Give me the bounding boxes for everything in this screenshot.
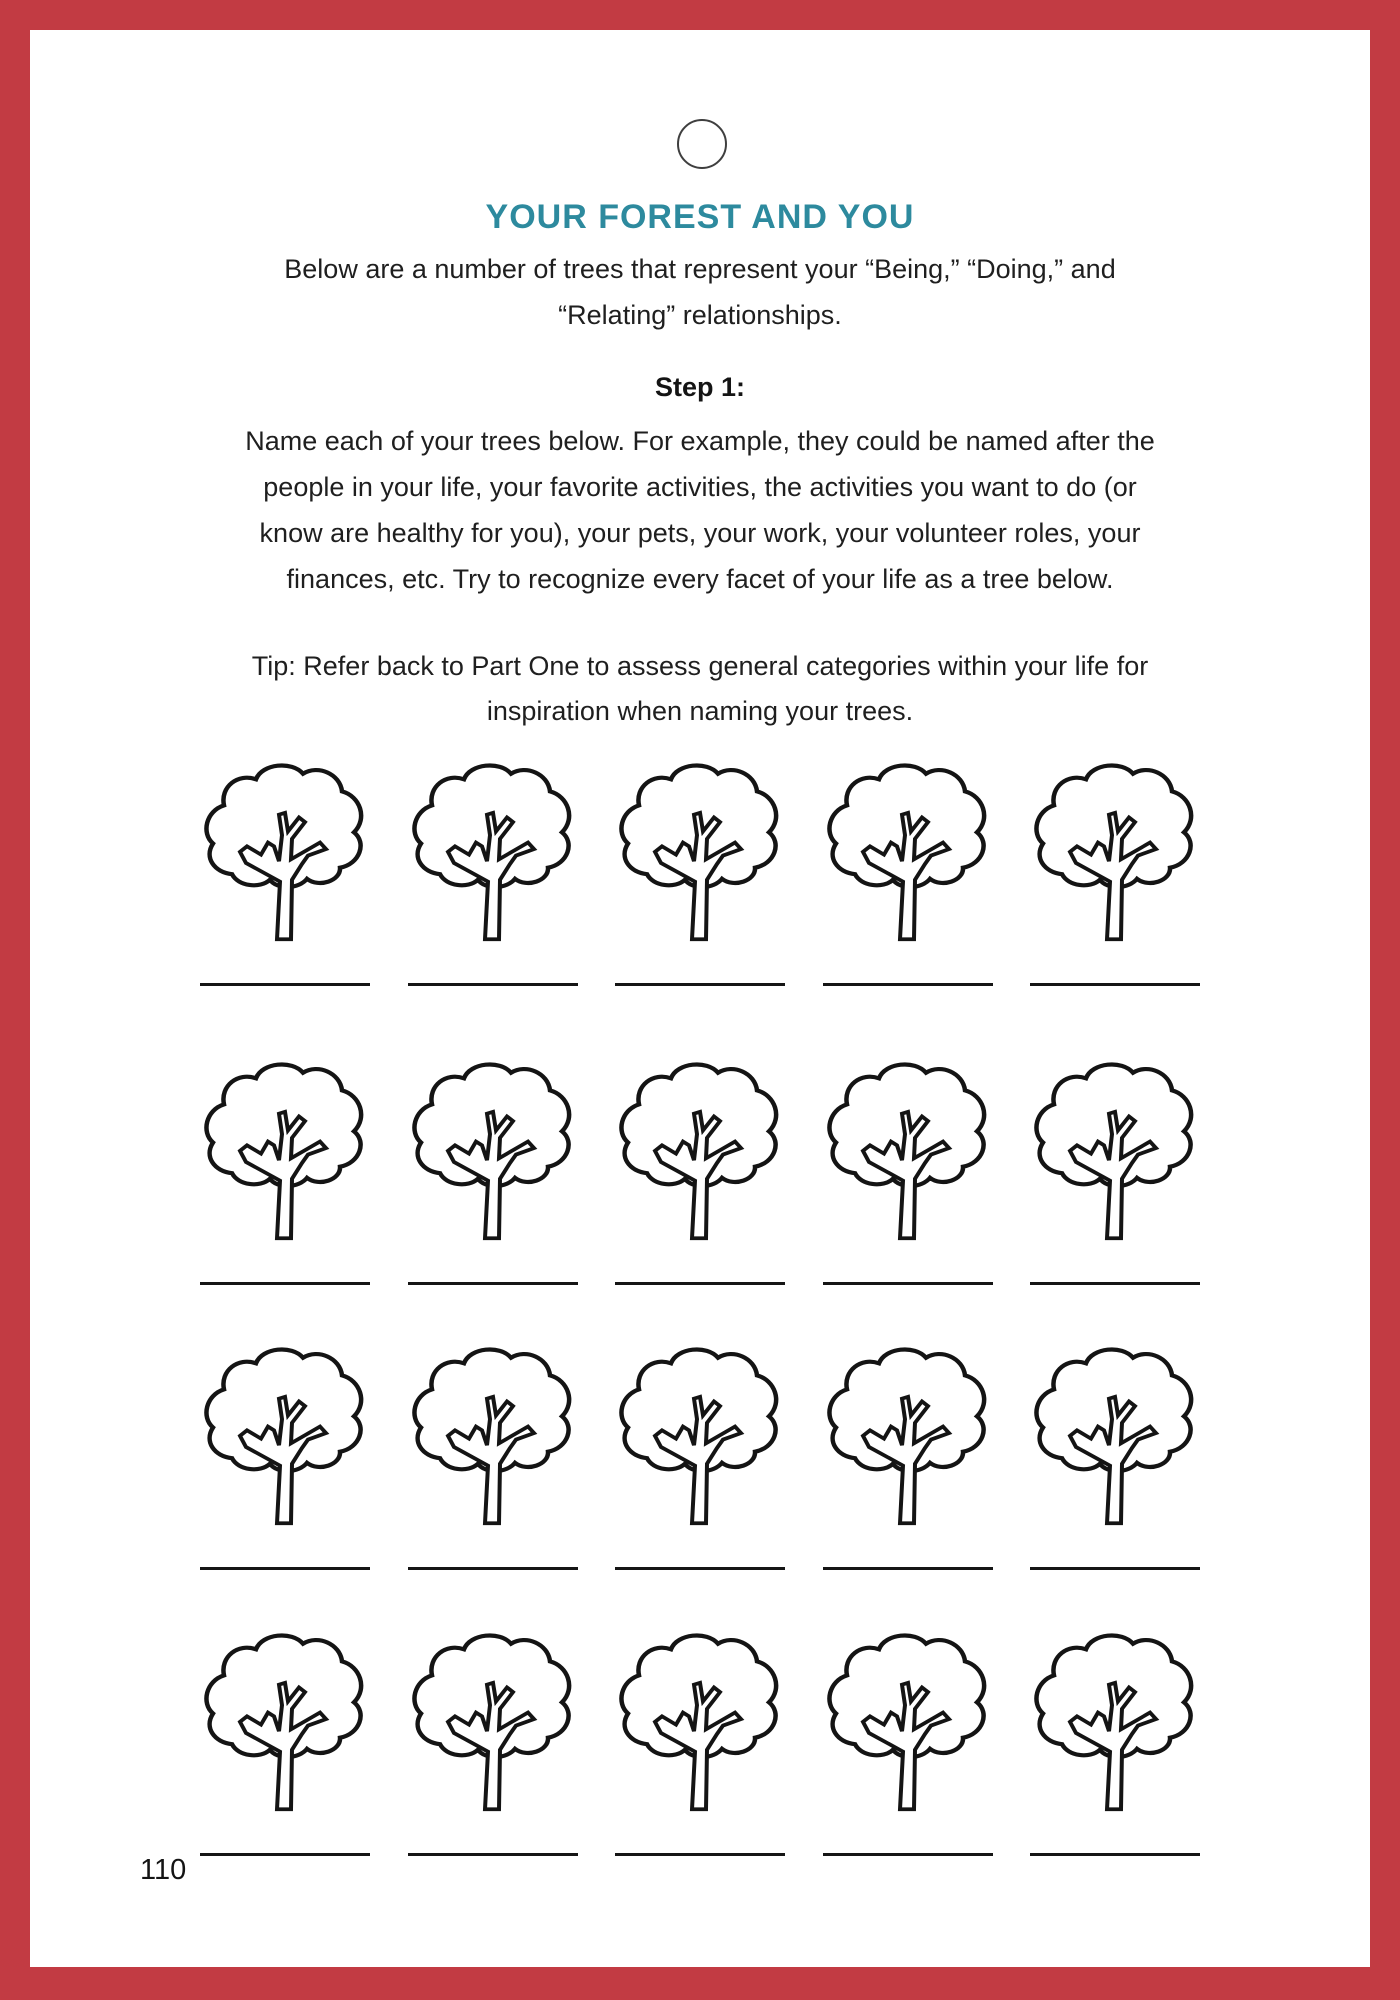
tree-icon: [1030, 1056, 1200, 1242]
tree-row: [200, 1341, 1200, 1571]
tree-name-line[interactable]: [1030, 983, 1200, 986]
tree-cell: [1030, 1056, 1200, 1286]
tree-name-line[interactable]: [408, 1567, 578, 1570]
step1-instruction-line: finances, etc. Try to recognize every facet of your life as a tree below.: [286, 564, 1114, 594]
tree-cell: [1030, 1627, 1200, 1857]
tree-cell: [1030, 757, 1200, 987]
tree-cell: [1030, 1341, 1200, 1571]
tree-icon: [823, 1627, 993, 1813]
tree-icon: [1030, 1341, 1200, 1527]
page-number: 110: [140, 1854, 187, 1886]
tree-name-line[interactable]: [615, 1853, 785, 1856]
tree-cell: [200, 1341, 370, 1571]
tree-cell: [823, 757, 993, 987]
tree-name-line[interactable]: [615, 1282, 785, 1285]
tree-name-line[interactable]: [408, 1853, 578, 1856]
tree-icon: [1030, 757, 1200, 943]
tree-name-line[interactable]: [615, 983, 785, 986]
tree-name-line[interactable]: [1030, 1853, 1200, 1856]
tree-icon: [200, 1056, 370, 1242]
tree-icon: [823, 1341, 993, 1527]
step1-instructions: [30, 418, 1370, 602]
tree-icon: [615, 1341, 785, 1527]
tree-icon: [823, 757, 993, 943]
tree-cell: [408, 1056, 578, 1286]
tip-line: Tip: Refer back to Part One to assess general categories within your life for: [251, 651, 1149, 681]
tree-name-line[interactable]: [408, 1282, 578, 1285]
tree-icon: [200, 1341, 370, 1527]
tree-icon: [408, 1627, 578, 1813]
tip-text: [30, 644, 1370, 734]
tree-icon: [200, 757, 370, 943]
hole-punch-circle-icon: [677, 119, 727, 169]
tree-icon: [615, 1627, 785, 1813]
tree-name-line[interactable]: [200, 983, 370, 986]
tree-icon: [1030, 1627, 1200, 1813]
tree-icon: [615, 1056, 785, 1242]
tree-cell: [615, 1341, 785, 1571]
worksheet-page: [30, 30, 1370, 1967]
tree-icon: [408, 757, 578, 943]
tree-row: [200, 757, 1200, 987]
tree-name-line[interactable]: [823, 1853, 993, 1856]
step1-heading: Step 1:: [654, 372, 746, 402]
step1-instruction-line: Name each of your trees below. For example, they could be named after the: [245, 426, 1155, 456]
tree-name-line[interactable]: [200, 1853, 370, 1856]
tree-cell: [823, 1056, 993, 1286]
tree-cell: [200, 1627, 370, 1857]
tree-cell: [823, 1341, 993, 1571]
tree-name-line[interactable]: [1030, 1282, 1200, 1285]
tree-cell: [200, 757, 370, 987]
tree-cell: [408, 1627, 578, 1857]
page-title: YOUR FOREST AND YOU: [485, 198, 915, 236]
intro-text: [30, 246, 1370, 338]
tree-grid: [200, 757, 1200, 1887]
tip-line: inspiration when naming your trees.: [486, 696, 914, 726]
tree-icon: [408, 1056, 578, 1242]
tree-name-line[interactable]: [823, 1567, 993, 1570]
tree-cell: [615, 757, 785, 987]
step1-instruction-line: people in your life, your favorite activities, the activities you want to do (or: [263, 472, 1137, 502]
tree-cell: [615, 1627, 785, 1857]
intro-line: Below are a number of trees that represent your “Being,” “Doing,” and: [284, 254, 1116, 284]
tree-cell: [408, 757, 578, 987]
tree-icon: [408, 1341, 578, 1527]
tree-icon: [200, 1627, 370, 1813]
tree-cell: [408, 1341, 578, 1571]
step1-instruction-line: know are healthy for you), your pets, your work, your volunteer roles, your: [259, 518, 1141, 548]
tree-name-line[interactable]: [200, 1282, 370, 1285]
tree-cell: [823, 1627, 993, 1857]
tree-cell: [615, 1056, 785, 1286]
tree-cell: [200, 1056, 370, 1286]
intro-line: “Relating” relationships.: [558, 300, 842, 330]
tree-name-line[interactable]: [823, 1282, 993, 1285]
tree-name-line[interactable]: [408, 983, 578, 986]
tree-name-line[interactable]: [615, 1567, 785, 1570]
tree-name-line[interactable]: [1030, 1567, 1200, 1570]
tree-icon: [615, 757, 785, 943]
tree-row: [200, 1627, 1200, 1857]
tree-name-line[interactable]: [200, 1567, 370, 1570]
tree-icon: [823, 1056, 993, 1242]
tree-name-line[interactable]: [823, 983, 993, 986]
tree-row: [200, 1056, 1200, 1286]
